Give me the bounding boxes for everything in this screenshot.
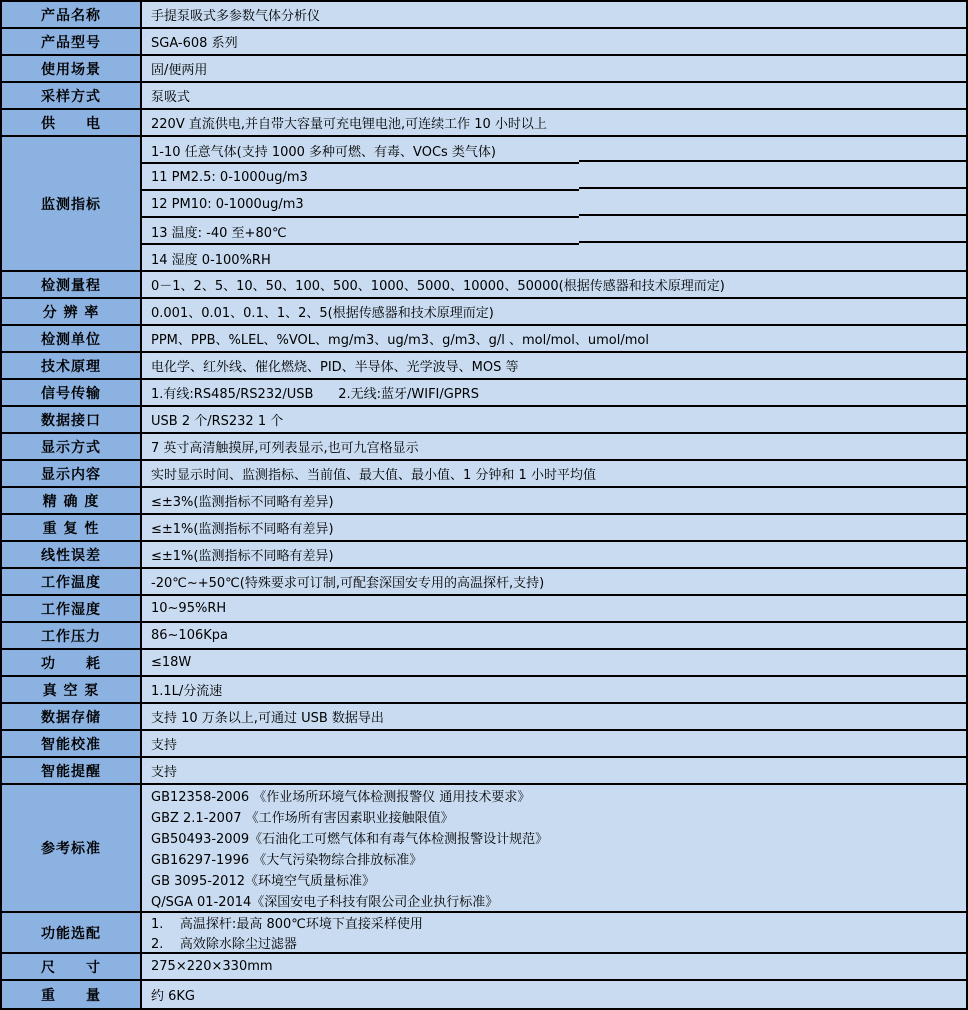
spec-value: 固/便两用 [151,63,208,78]
spec-label: 技术原理 [2,353,142,378]
spec-value: 220V 直流供电,并自带大容量可充电锂电池,可连续工作 10 小时以上 [151,117,547,132]
row-power-supply [2,110,966,137]
spec-label: 分 辨 率 [2,299,142,324]
spec-value: 1.有线:RS485/RS232/USB 2.无线:蓝牙/WIFI/GPRS [151,387,479,402]
row-weight [2,981,966,1008]
row-detection-unit [2,326,966,353]
spec-value: 实时显示时间、监测指标、当前值、最大值、最小值、1 分钟和 1 小时平均值 [151,468,596,483]
spec-label: 功 耗 [2,650,142,675]
spec-value: 0.001、0.01、0.1、1、2、5(根据传感器和技术原理而定) [151,306,494,321]
spec-value: 约 6KG [151,989,196,1004]
spec-value: PPM、PPB、%LEL、%VOL、mg/m3、ug/m3、g/m3、g/l 、mol/mol、umol/mol [151,333,649,348]
monitor-indicator-item: 1-10 任意气体(支持 1000 多种可燃、有毒、VOCs 类气体) [142,137,966,164]
spec-label: 采样方式 [2,83,142,108]
spec-label: 参考标准 [2,785,142,911]
spec-value: SGA-608 系列 [151,36,238,51]
spec-label: 线性误差 [2,542,142,567]
spec-label: 监测指标 [2,137,142,270]
row-vacuum-pump [2,677,966,704]
row-working-humidity [2,596,966,623]
row-display-content [2,461,966,488]
row-dimensions [2,954,966,981]
spec-value: USB 2 个/RS232 1 个 [151,414,284,429]
spec-value: 0－1、2、5、10、50、100、500、1000、5000、10000、50000(根据传感器和技术原理而定) [151,279,725,294]
row-signal-transmission [2,380,966,407]
row-monitor-indicators [2,137,966,272]
spec-label: 精 确 度 [2,488,142,513]
row-resolution [2,299,966,326]
reference-standard-item: GB16297-1996 《大气污染物综合排放标准》 [151,853,423,868]
spec-label: 智能提醒 [2,758,142,783]
row-sampling-method [2,83,966,110]
spec-label: 尺 寸 [2,954,142,979]
row-data-interface [2,407,966,434]
spec-value: 支持 10 万条以上,可通过 USB 数据导出 [151,711,384,726]
spec-value: 泵吸式 [151,90,191,105]
optional-feature-list [142,913,966,952]
row-detection-range [2,272,966,299]
row-display-mode [2,434,966,461]
row-reference-standards [2,785,966,913]
spec-label: 重 量 [2,981,142,1008]
row-tech-principle [2,353,966,380]
spec-value: 1.1L/分流速 [151,684,223,699]
reference-standard-item: GB12358-2006 《作业场所环境气体检测报警仪 通用技术要求》 [151,790,531,805]
row-linearity-error [2,542,966,569]
spec-value: ≤±1%(监测指标不同略有差异) [151,522,334,537]
row-smart-calibration [2,731,966,758]
reference-standard-item: Q/SGA 01-2014《深国安电子科技有限公司企业执行标准》 [151,895,499,910]
spec-label: 工作湿度 [2,596,142,621]
spec-value: -20℃~+50℃(特殊要求可订制,可配套深国安专用的高温探杆,支持) [151,576,545,591]
row-working-temperature [2,569,966,596]
monitor-indicator-item: 11 PM2.5: 0-1000ug/m3 [142,164,966,191]
reference-standard-item: GB50493-2009《石油化工可燃气体和有毒气体检测报警设计规范》 [151,832,549,847]
spec-label: 检测量程 [2,272,142,297]
spec-label: 显示内容 [2,461,142,486]
spec-label: 工作温度 [2,569,142,594]
row-optional-features [2,913,966,954]
monitor-indicator-item: 13 温度: -40 至+80℃ [142,218,966,245]
spec-label: 显示方式 [2,434,142,459]
spec-value: 10~95%RH [151,601,227,616]
spec-value: 支持 [151,738,178,753]
row-working-pressure [2,623,966,650]
row-smart-reminder [2,758,966,785]
row-repeatability [2,515,966,542]
spec-label: 使用场景 [2,56,142,81]
spec-label: 信号传输 [2,380,142,405]
reference-standard-list [142,785,966,911]
optional-feature-item: 2. 高效除水除尘过滤器 [151,936,297,952]
spec-value: ≤±3%(监测指标不同略有差异) [151,495,334,510]
reference-standard-item: GBZ 2.1-2007 《工作场所有害因素职业接触限值》 [151,811,454,826]
spec-label: 工作压力 [2,623,142,648]
spec-label: 智能校准 [2,731,142,756]
spec-value: ≤18W [151,655,192,670]
spec-label: 数据存储 [2,704,142,729]
spec-value: ≤±1%(监测指标不同略有差异) [151,549,334,564]
optional-feature-item: 1. 高温探杆:最高 800℃环境下直接采样使用 [151,917,423,933]
reference-standard-item: GB 3095-2012《环境空气质量标准》 [151,874,375,889]
spec-label: 产品名称 [2,2,142,27]
spec-value: 86~106Kpa [151,628,228,643]
spec-value: 支持 [151,765,178,780]
row-product-name [2,2,966,29]
monitor-indicator-item: 12 PM10: 0-1000ug/m3 [142,191,966,218]
spec-label: 检测单位 [2,326,142,351]
spec-value: 275×220×330mm [151,959,273,974]
row-data-storage [2,704,966,731]
spec-label: 真 空 泵 [2,677,142,702]
row-usage-scene [2,56,966,83]
spec-label: 产品型号 [2,29,142,54]
spec-label: 功能选配 [2,913,142,952]
row-model [2,29,966,56]
monitor-indicator-list [142,137,966,270]
spec-value: 7 英寸高清触摸屏,可列表显示,也可九宫格显示 [151,441,419,456]
spec-value: 电化学、红外线、催化燃烧、PID、半导体、光学波导、MOS 等 [151,360,519,375]
monitor-indicator-item: 14 湿度 0-100%RH [151,253,271,268]
spec-label: 重 复 性 [2,515,142,540]
spec-label: 数据接口 [2,407,142,432]
spec-label: 供 电 [2,110,142,135]
spec-value: 手提泵吸式多参数气体分析仪 [151,9,321,24]
row-power-consumption [2,650,966,677]
row-accuracy [2,488,966,515]
